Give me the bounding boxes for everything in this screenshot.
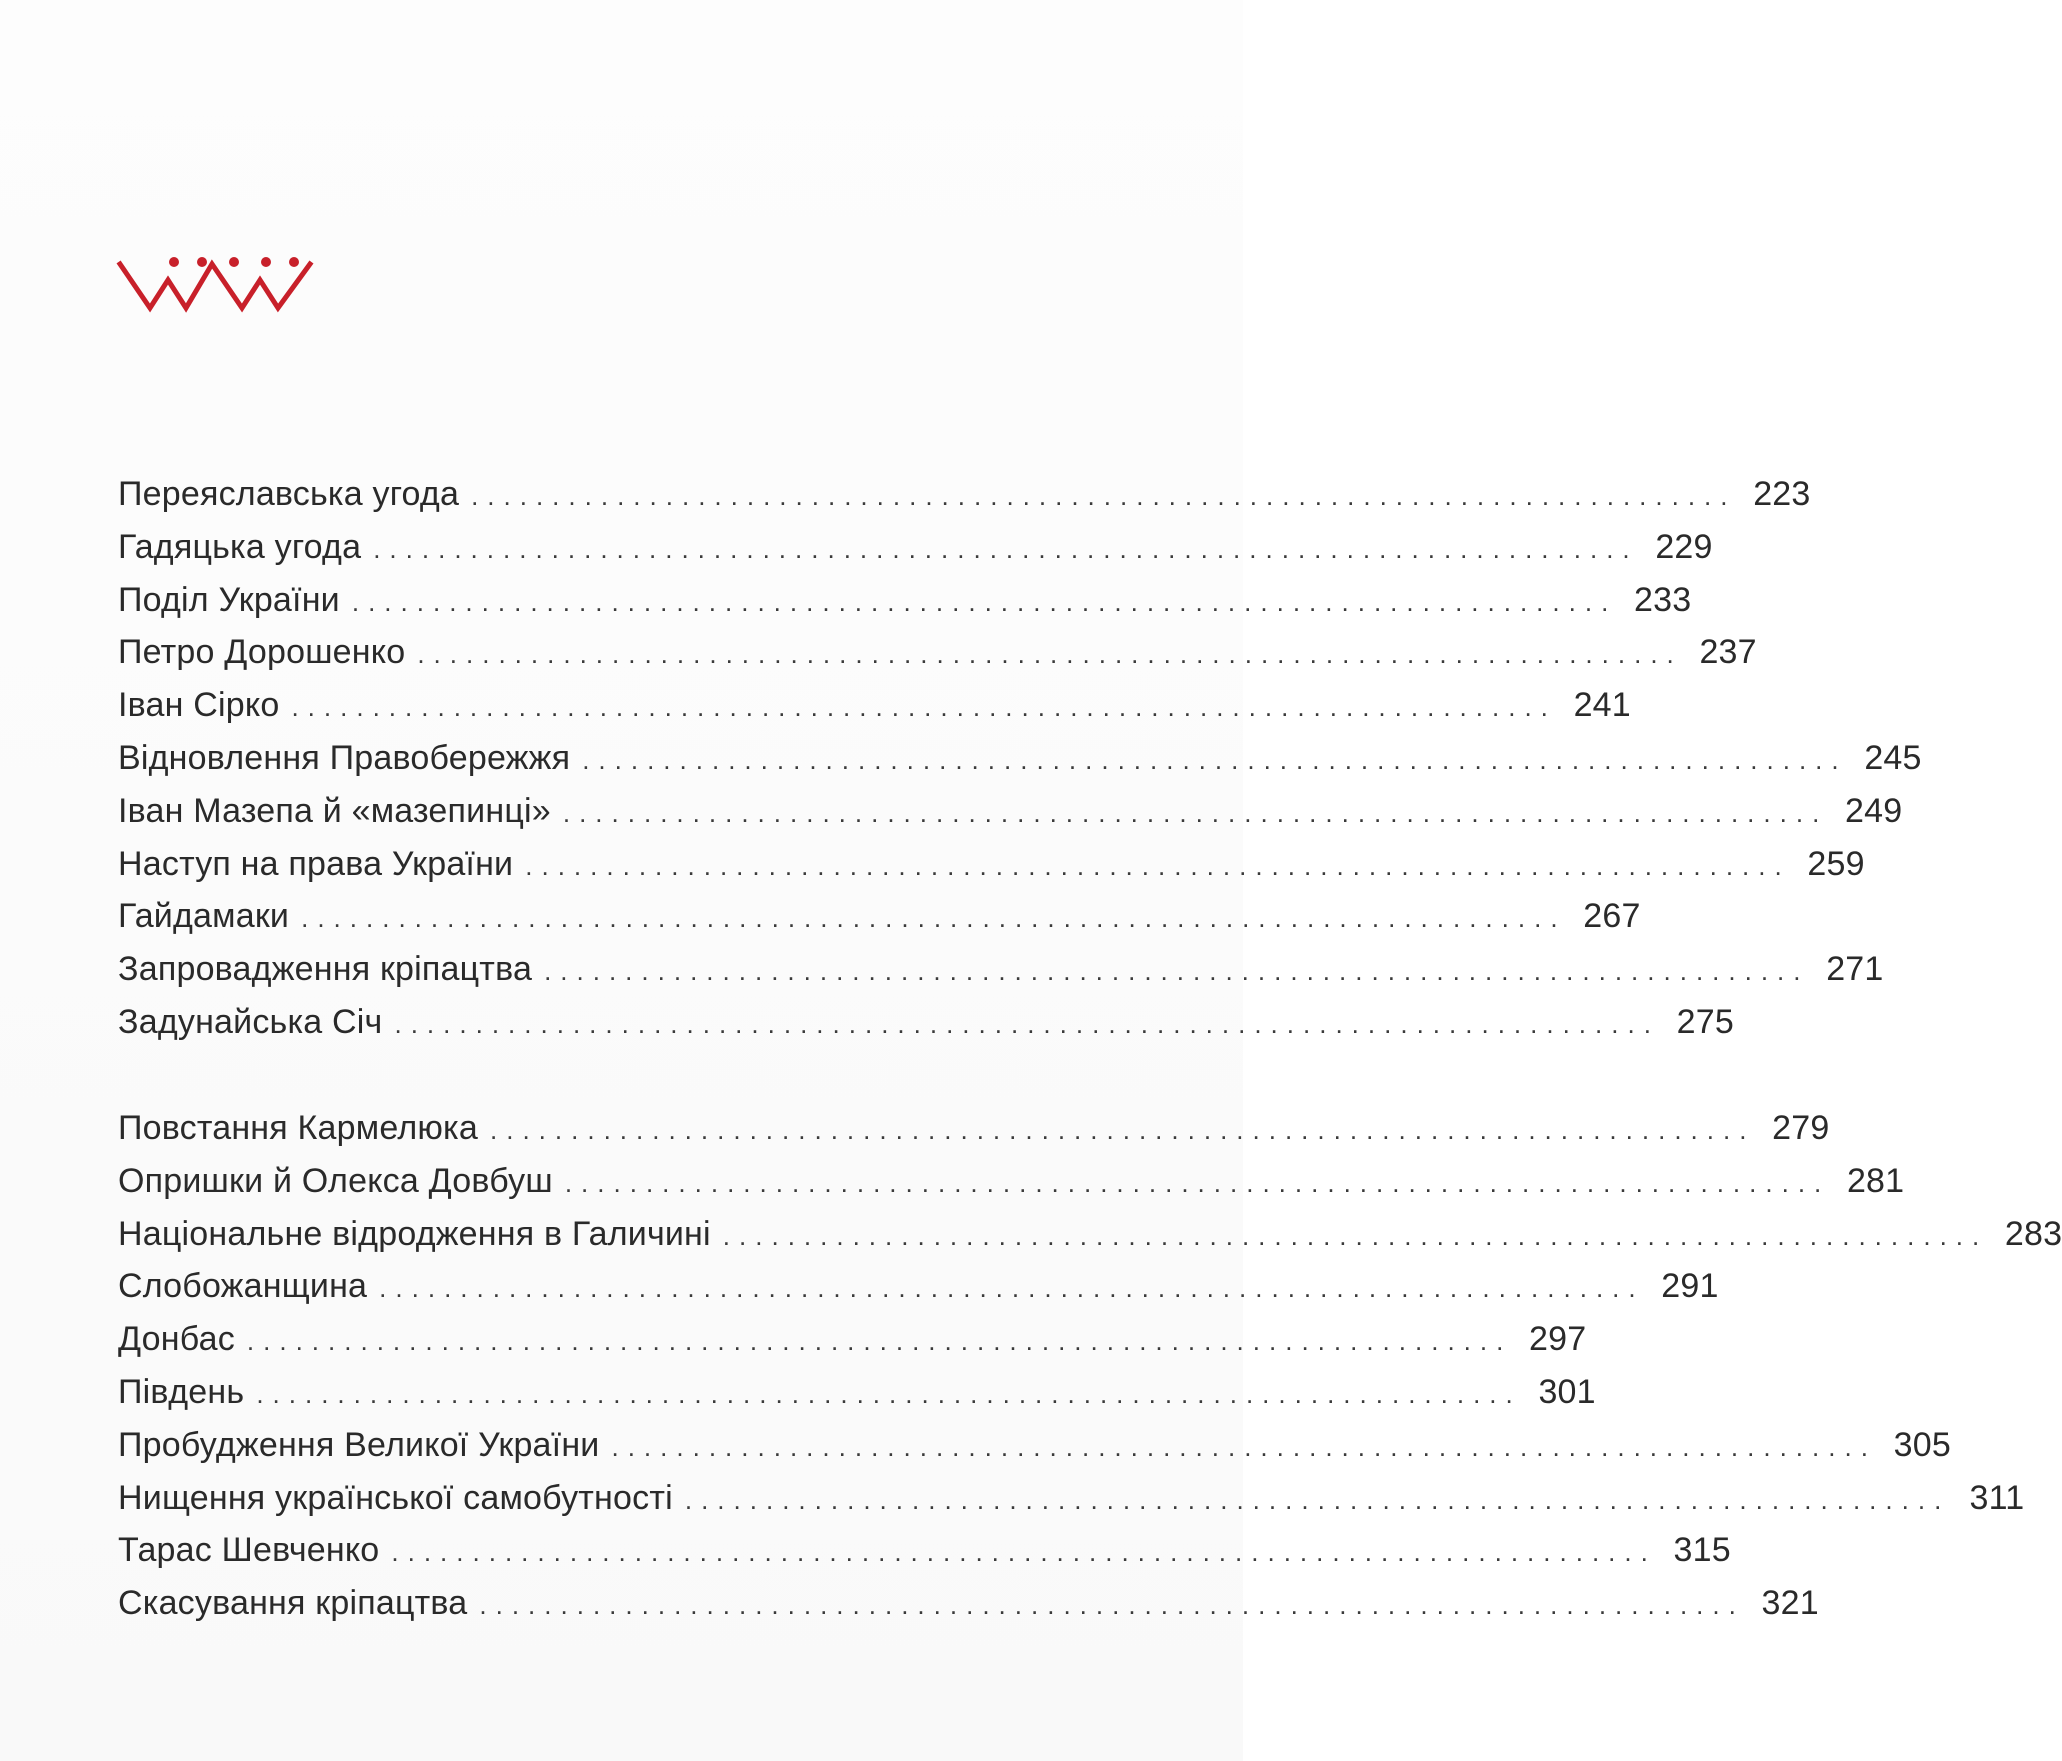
toc-entry-page: 241 <box>1573 686 1631 725</box>
toc-entry <box>118 996 1734 1049</box>
toc-entry-page: 321 <box>1761 1584 1819 1623</box>
toc-entry <box>118 1419 1951 1472</box>
toc-dot-leader: .............................................................................. <box>611 1431 1877 1462</box>
toc-entry-title: Скасування кріпацтва <box>118 1584 468 1623</box>
toc-entry <box>118 1472 2025 1525</box>
toc-dot-leader: .............................................................................. <box>301 903 1567 934</box>
toc-entry-title: Нищення української самобутності <box>118 1478 673 1517</box>
toc-dot-leader: .............................................................................. <box>490 1115 1756 1145</box>
toc-entry-page: 311 <box>1969 1478 2025 1517</box>
toc-entry-title: Національне відродження в Галичині <box>118 1214 711 1253</box>
toc-entry-title: Поділ України <box>118 580 340 619</box>
toc-entry-title: Наступ на права України <box>118 844 514 883</box>
toc-entry-title: Запровадження кріпацтва <box>118 950 533 989</box>
toc-dot-leader: .............................................................................. <box>246 1326 1513 1357</box>
toc-entry-title: Гадяцька угода <box>118 527 362 566</box>
toc-entry <box>118 1313 1587 1366</box>
toc-entry-page: 223 <box>1753 475 1811 513</box>
toc-entry-page: 275 <box>1676 1002 1734 1041</box>
toc-group-1 <box>118 468 1922 1049</box>
toc-entry <box>118 679 1631 732</box>
toc-entry <box>118 626 1757 679</box>
toc-dot-leader: .............................................................................. <box>722 1220 1989 1251</box>
toc-dot-leader: .............................................................................. <box>351 586 1618 617</box>
toc-entry-title: Іван Сірко <box>118 686 280 725</box>
toc-entry-title: Петро Дорошенко <box>118 633 406 672</box>
toc-dot-leader: .............................................................................. <box>471 481 1737 511</box>
toc-entry-page: 279 <box>1772 1109 1830 1147</box>
toc-entry-page: 267 <box>1583 897 1641 936</box>
toc-dot-leader: .............................................................................. <box>582 744 1848 775</box>
toc-dot-leader: .............................................................................. <box>373 533 1639 564</box>
toc-dot-leader: .............................................................................. <box>525 850 1791 881</box>
toc-entry-page: 245 <box>1864 738 1922 777</box>
toc-entry <box>118 732 1922 785</box>
toc-entry-page: 271 <box>1826 950 1884 989</box>
toc-entry-page: 229 <box>1655 527 1713 566</box>
toc-dot-leader: .............................................................................. <box>564 1167 1831 1198</box>
toc-entry <box>118 574 1692 627</box>
toc-dot-leader: .............................................................................. <box>379 1273 1645 1304</box>
zigzag-dots-ornament-icon <box>116 250 316 320</box>
toc-entry-page: 249 <box>1844 791 1903 830</box>
toc-dot-leader: .............................................................................. <box>291 692 1557 723</box>
toc-entry-title: Південь <box>118 1372 245 1411</box>
toc-entry-title: Пробудження Великої України <box>118 1425 600 1464</box>
toc-entry-page: 301 <box>1538 1372 1596 1411</box>
toc-entry <box>118 1102 1830 1155</box>
toc-entry <box>118 890 1641 943</box>
toc-dot-leader: .............................................................................. <box>544 956 1810 987</box>
toc-entry-title: Слобожанщина <box>118 1267 368 1306</box>
toc-dot-leader: .............................................................................. <box>417 639 1683 670</box>
toc-entry-page: 283 <box>2004 1214 2062 1253</box>
toc-dot-leader: .............................................................................. <box>256 1378 1522 1409</box>
toc-entry <box>118 1155 1905 1208</box>
toc-entry-title: Донбас <box>118 1320 235 1359</box>
toc-entry-page: 233 <box>1633 580 1692 619</box>
toc-entry-page: 297 <box>1529 1320 1587 1359</box>
toc-dot-leader: .............................................................................. <box>394 1008 1660 1039</box>
toc-entry-title: Відновлення Правобережжя <box>118 738 571 777</box>
toc-entry-page: 259 <box>1807 844 1865 883</box>
toc-entry-title: Іван Мазепа й «мазепинці» <box>118 791 551 830</box>
toc-entry <box>118 521 1713 574</box>
toc-entry-page: 281 <box>1846 1161 1905 1200</box>
toc-dot-leader: .............................................................................. <box>479 1590 1745 1621</box>
toc-entry-page: 305 <box>1893 1425 1951 1464</box>
toc-dot-leader: .............................................................................. <box>391 1537 1657 1568</box>
toc-entry <box>118 1260 1719 1313</box>
toc-entry <box>118 1577 1819 1630</box>
toc-dot-leader: .............................................................................. <box>562 797 1829 828</box>
toc-dot-leader: .............................................................................. <box>684 1484 1951 1515</box>
toc-entry <box>118 785 1903 838</box>
toc-entry-title: Задунайська Січ <box>118 1002 383 1041</box>
toc-entry <box>118 838 1865 891</box>
toc-entry-page: 237 <box>1699 633 1757 672</box>
toc-entry-title: Гайдамаки <box>118 897 290 936</box>
toc-entry-title: Опришки й Олекса Довбуш <box>118 1161 553 1200</box>
toc-entry <box>118 1366 1596 1419</box>
toc-entry-page: 291 <box>1661 1267 1719 1306</box>
toc-entry <box>118 1208 2062 1261</box>
toc-entry-page: 315 <box>1673 1531 1731 1570</box>
toc-entry-title: Переяславська угода <box>118 475 460 513</box>
toc-entry <box>118 468 1811 521</box>
toc-entry <box>118 943 1884 996</box>
toc-entry-title: Тарас Шевченко <box>118 1531 380 1570</box>
toc-entry-title: Повстання Кармелюка <box>118 1109 478 1147</box>
toc-group-2 <box>118 1102 2062 1630</box>
toc-entry <box>118 1524 1731 1577</box>
